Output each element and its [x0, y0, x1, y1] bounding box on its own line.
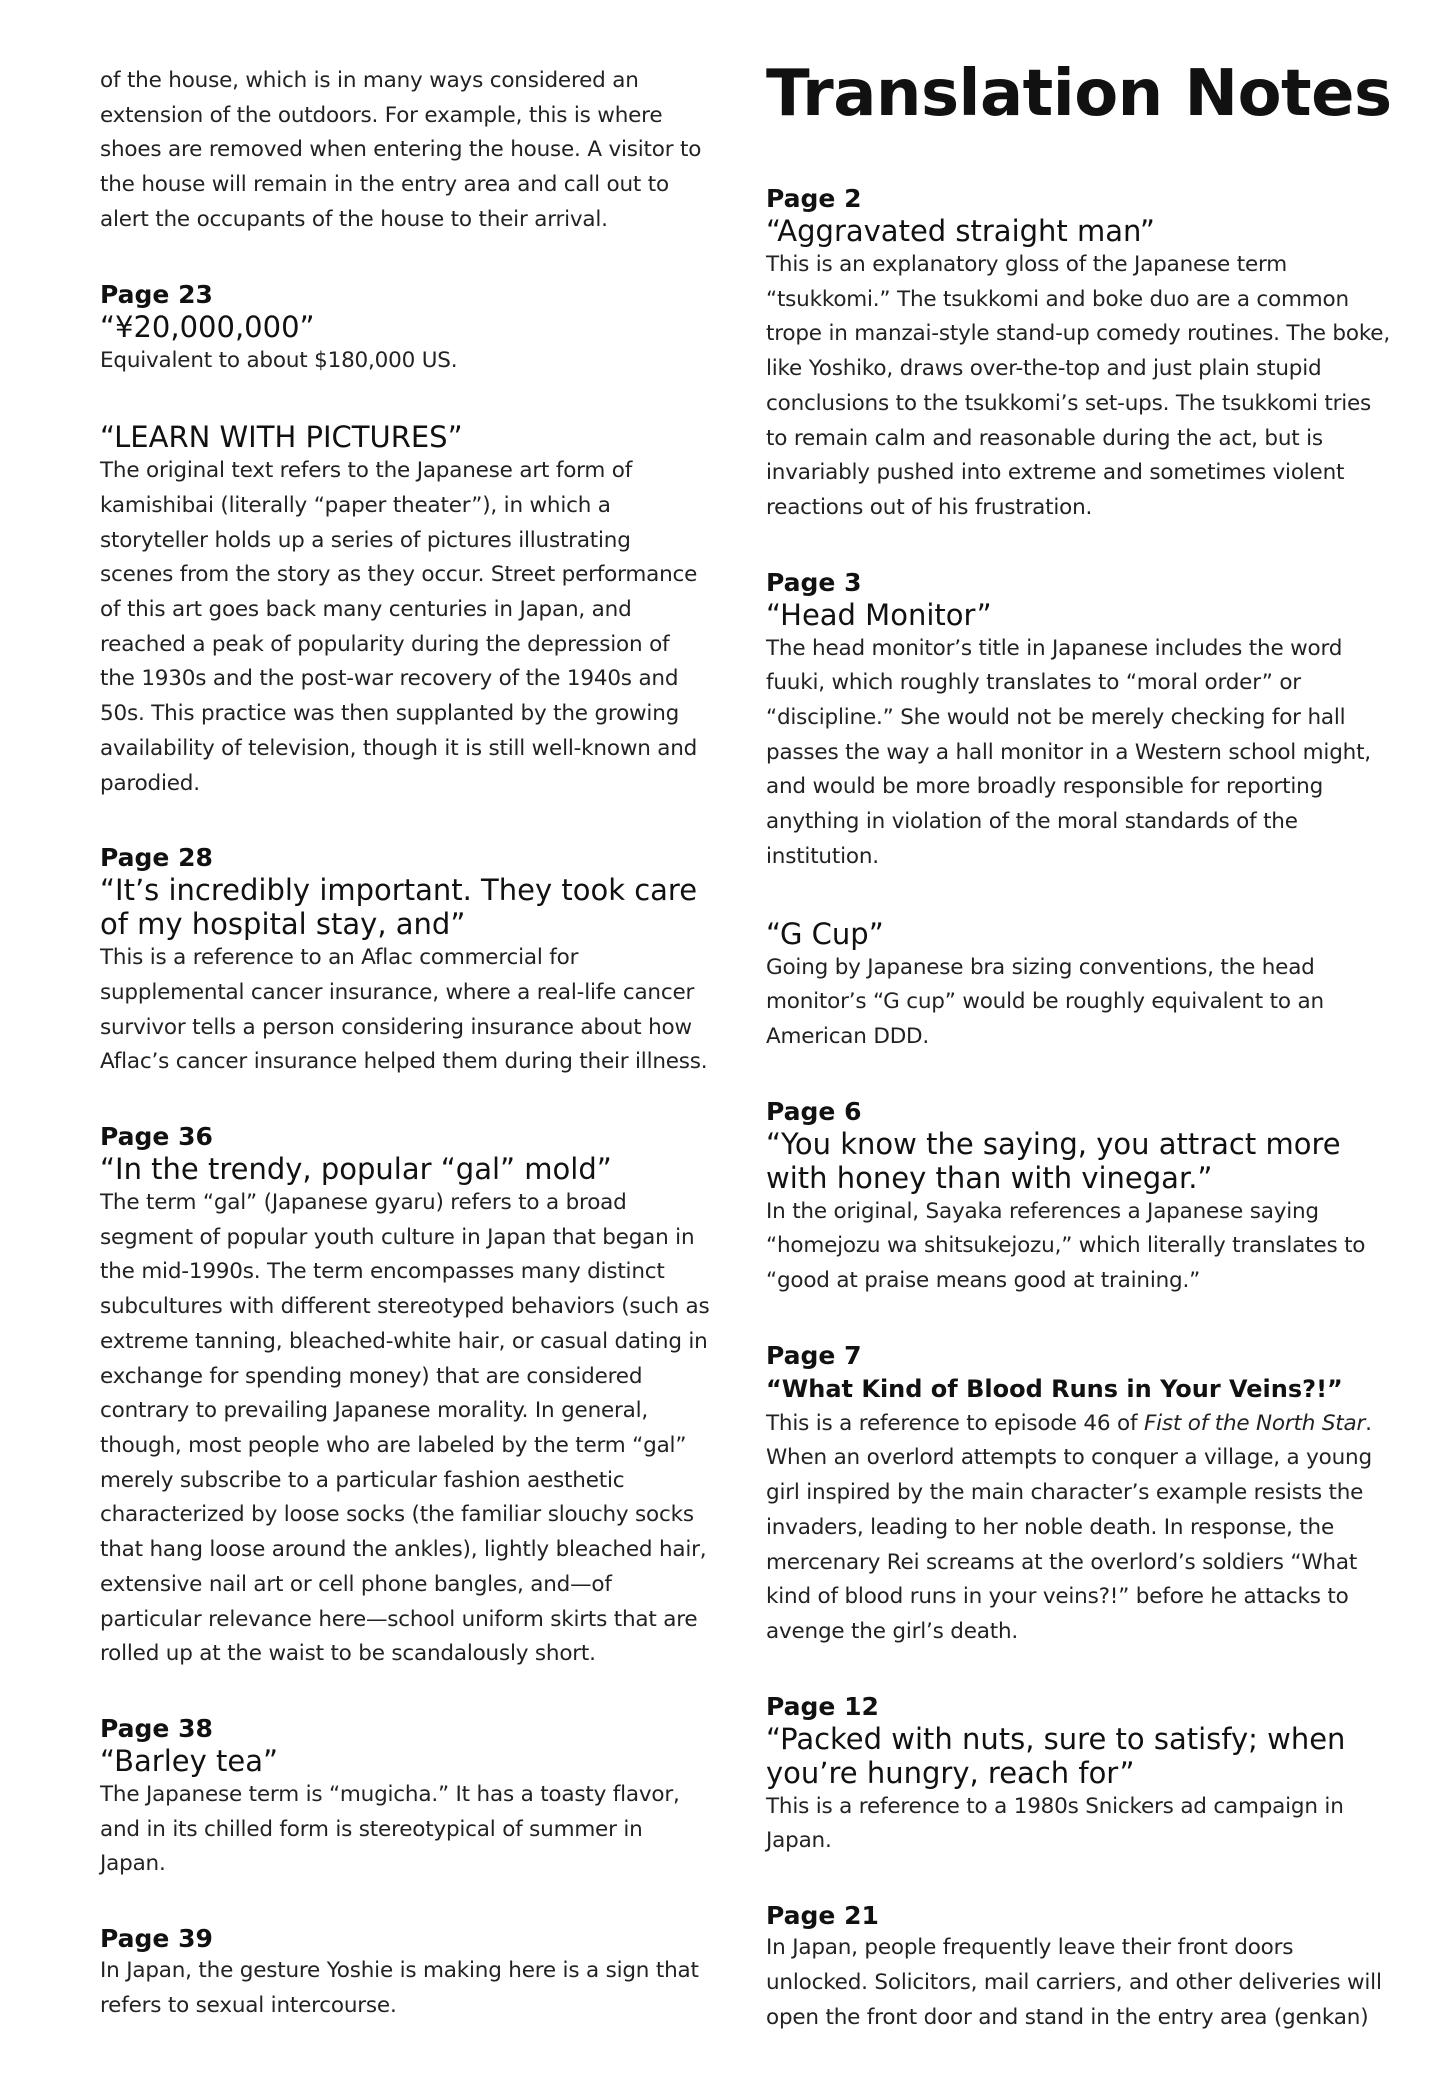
- note-page-36: [100, 1122, 710, 1672]
- note-page-39: [100, 1924, 710, 2023]
- note-page-3: [766, 568, 1396, 875]
- note-term: “Barley tea”: [100, 1743, 279, 1778]
- note-term: “In the trendy, popular “gal” mold”: [100, 1152, 612, 1187]
- page-label: Page 36: [100, 1122, 213, 1152]
- note-text-before: This is a reference to episode 46 of: [766, 1410, 1144, 1436]
- note-text: The Japanese term is “mugicha.” It has a toasty flavor, and in its chilled form is stereotypical of summer in Japan.: [100, 1781, 680, 1877]
- page-label: Page 2: [766, 184, 862, 213]
- page-label: Page 39: [100, 1924, 213, 1954]
- page-label: Page 23: [100, 279, 213, 309]
- note-term: “LEARN WITH PICTURES”: [100, 420, 463, 455]
- page-label: Page 6: [766, 1096, 862, 1126]
- note-page-2: [766, 184, 1396, 526]
- page-label: Page 3: [766, 567, 862, 597]
- note-term: “¥20,000,000”: [100, 309, 315, 344]
- work-title: Fist of the North Star: [1143, 1410, 1366, 1436]
- page-label: Page 12: [766, 1691, 879, 1721]
- note-text: Going by Japanese bra sizing conventions, the head monitor’s “G cup” would be roughly equivalent to an American DDD.: [766, 954, 1324, 1049]
- intro-text: of the house, which is in many ways considered an extension of the outdoors. For example, this is where shoes are removed when entering the house. A visitor to the house will remain in the entry area and call out to alert the occupants of the house to their arrival.: [100, 68, 702, 232]
- right-column: [766, 56, 1396, 2077]
- note-term: “What Kind of Blood Runs in Your Veins?!”: [766, 1374, 1343, 1403]
- note-text: Equivalent to about $180,000 US.: [100, 347, 458, 373]
- note-text: In Japan, the gesture Yoshie is making here is a sign that refers to sexual intercourse.: [100, 1958, 699, 2018]
- note-page-23: [100, 280, 710, 379]
- page-title: Translation Notes: [766, 57, 1392, 131]
- note-text: The original text refers to the Japanese art form of kamishibai (literally “paper theater”), in which a storyteller holds up a series of pictures illustrating scenes from the story as they occur. Street performance of this art goes back many centuries in Japan, and reached a peak of popularity during the depression of the 1930s and the post-war recovery of the 1940s and 50s. This practice was then supplanted by the growing availability of television, though it is still well-known and parodied.: [100, 458, 698, 796]
- note-g-cup: [766, 917, 1396, 1055]
- note-page-6: [766, 1097, 1396, 1299]
- note-text: [766, 1407, 1396, 1650]
- note-term: “G Cup”: [766, 916, 884, 951]
- note-term: “It’s incredibly important. They took care of my hospital stay, and”: [100, 873, 698, 942]
- note-text: This is a reference to an Aflac commercial for supplemental cancer insurance, where a real-life cancer survivor tells a person considering insurance about how Aflac’s cancer insurance helped them during their illness.: [100, 945, 708, 1075]
- page-label: Page 21: [766, 1901, 879, 1931]
- note-term: “You know the saying, you attract more with honey than with vinegar.”: [766, 1126, 1341, 1195]
- note-page-7: [766, 1341, 1396, 1650]
- note-learn-with-pictures: [100, 420, 710, 801]
- note-text: The term “gal” (Japanese gyaru) refers to a broad segment of popular youth culture in Japan that began in the mid-1990s. The term encompasses many distinct subcultures with different stereotyped behaviors (such as extreme tanning, bleached-white hair, or casual dating in exchange for spending money) that are considered contrary to prevailing Japanese morality. In general, though, most people who are labeled by the term “gal” merely subscribe to a particular fashion aesthetic characterized by loose socks (the familiar slouchy socks that hang loose around the ankles), lightly bleached hair, extensive nail art or cell phone bangles, and—of particular relevance here—school uniform skirts that are rolled up at the waist to be scandalously short.: [100, 1190, 710, 1667]
- left-column: [100, 64, 710, 2065]
- note-page-12: [766, 1692, 1396, 1859]
- note-text: The head monitor’s title in Japanese includes the word fuuki, which roughly translates to “moral order” or “discipline.” She would not be merely checking for hall passes the way a hall monitor in a Western school might, and would be more broadly responsible for reporting anything in violation of the moral standards of the institution.: [766, 635, 1371, 869]
- note-term: “Head Monitor”: [766, 597, 992, 632]
- note-term: “Packed with nuts, sure to satisfy; when you’re hungry, reach for”: [766, 1721, 1346, 1790]
- note-text: This is an explanatory gloss of the Japanese term “tsukkomi.” The tsukkomi and boke duo are a common trope in manzai-style stand-up comedy routines. The boke, like Yoshiko, draws over-the-top and just plain stupid conclusions to the tsukkomi’s set-ups. The tsukkomi tries to remain calm and reasonable during the act, but is invariably pushed into extreme and sometimes violent reactions out of his frustration.: [766, 252, 1390, 520]
- note-term: “Aggravated straight man”: [766, 214, 1155, 248]
- note-page-21: [766, 1901, 1396, 2035]
- note-page-38: [100, 1714, 710, 1882]
- page-label: Page 7: [766, 1340, 862, 1370]
- intro-paragraph: [100, 64, 710, 238]
- note-text: In Japan, people frequently leave their front doors unlocked. Solicitors, mail carriers, and other deliveries will open the front door and stand in the entry area (genkan): [766, 1935, 1382, 2030]
- note-page-28: [100, 843, 710, 1080]
- note-text-after: . When an overlord attempts to conquer a village, a young girl inspired by the main character’s example resists the invaders, leading to her noble death. In response, the mercenary Rei screams at the overlord’s soldiers “What kind of blood runs in your veins?!” before he attacks to avenge the girl’s death.: [766, 1410, 1372, 1644]
- note-text: In the original, Sayaka references a Japanese saying “homejozu wa shitsukejozu,” which literally translates to “good at praise means good at training.”: [766, 1198, 1366, 1294]
- note-text: This is a reference to a 1980s Snickers ad campaign in Japan.: [766, 1793, 1344, 1854]
- page-label: Page 28: [100, 843, 213, 873]
- page-label: Page 38: [100, 1713, 213, 1743]
